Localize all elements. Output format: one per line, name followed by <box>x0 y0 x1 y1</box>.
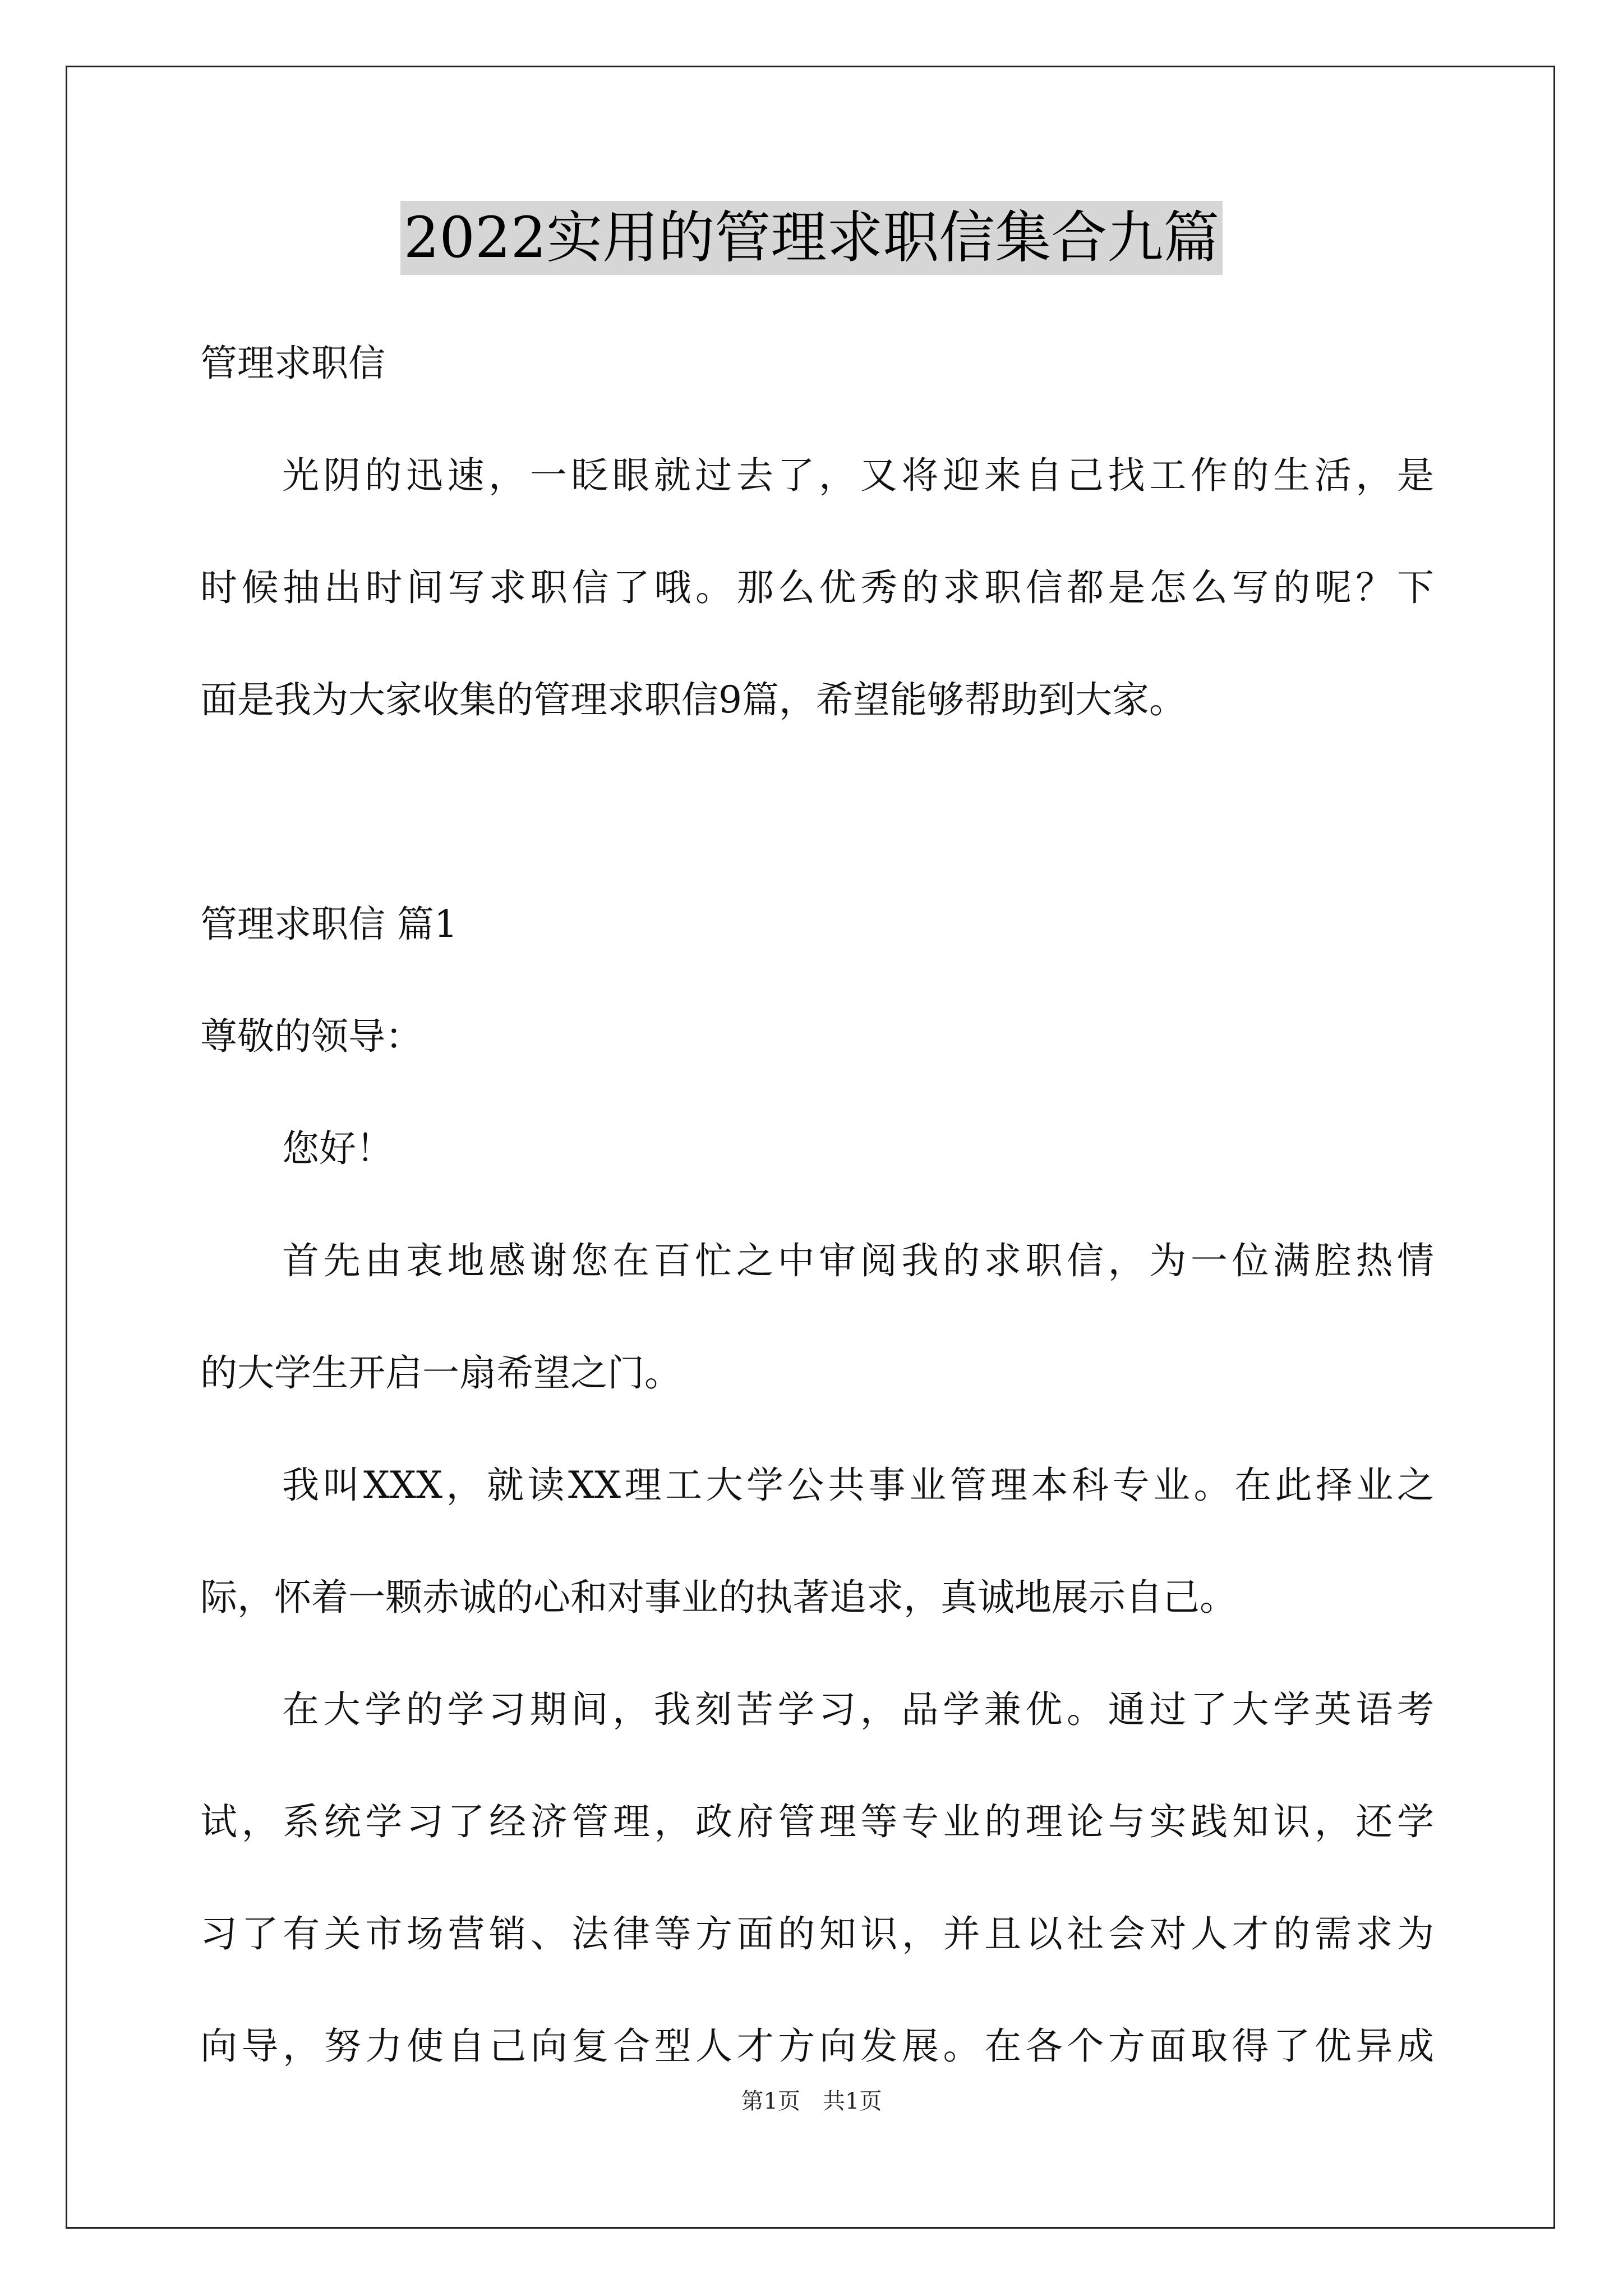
spacer <box>200 756 1434 868</box>
salutation: 尊敬的领导： <box>200 1015 422 1058</box>
paragraph-line: 我叫XXX，就读XX理工大学公共事业管理本科专业。在此择业之 <box>282 1464 1434 1507</box>
intro-line: 面是我为大家收集的管理求职信9篇，希望能够帮助到大家。 <box>200 678 1186 721</box>
paragraph-line: 向导，努力使自己向复合型人才方向发展。在各个方面取得了优异成 <box>200 2024 1434 2068</box>
paragraph-line: 习了有关市场营销、法律等方面的知识，并且以社会对人才的需求为 <box>200 1912 1434 1955</box>
letter-heading: 管理求职信 篇1 <box>200 903 458 946</box>
paragraph-line: 际，怀着一颗赤诚的心和对事业的执著追求，真诚地展示自己。 <box>200 1576 1237 1619</box>
paragraph-line: 试，系统学习了经济管理，政府管理等专业的理论与实践知识，还学 <box>200 1800 1434 1843</box>
paragraph-line: 在大学的学习期间，我刻苦学习，品学兼优。通过了大学英语考 <box>282 1688 1434 1731</box>
section-heading: 管理求职信 <box>200 342 385 385</box>
document-title: 2022实用的管理求职信集合九篇 <box>400 201 1223 275</box>
document-body <box>200 307 1434 2102</box>
intro-line: 光阴的迅速，一眨眼就过去了，又将迎来自己找工作的生活，是 <box>282 454 1434 497</box>
greeting: 您好！ <box>282 1127 393 1170</box>
intro-line: 时候抽出时间写求职信了哦。那么优秀的求职信都是怎么写的呢？下 <box>200 566 1434 609</box>
paragraph-line: 的大学生开启一扇希望之门。 <box>200 1351 681 1395</box>
page-footer: 第1页 共1页 <box>741 2088 882 2114</box>
title-container <box>0 201 1623 275</box>
paragraph-line: 首先由衷地感谢您在百忙之中审阅我的求职信，为一位满腔热情 <box>282 1239 1434 1282</box>
